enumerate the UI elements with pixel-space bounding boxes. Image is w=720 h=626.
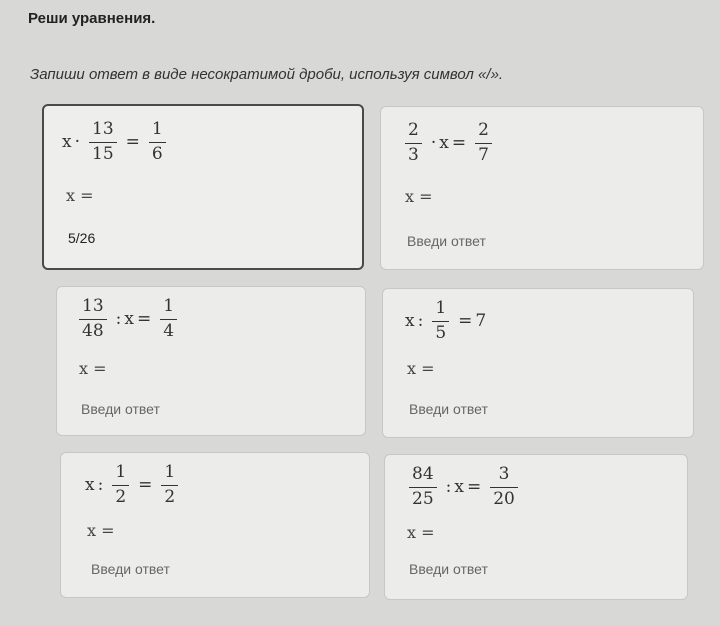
x-equals-label: x = [79, 359, 107, 378]
x-equals-label: x = [66, 186, 94, 205]
x-equals-label: x = [407, 359, 435, 378]
page-title: Реши уравнения. [28, 10, 156, 27]
x-equals-label: x = [407, 523, 435, 542]
divide-sign: : [97, 475, 104, 496]
task-card-4[interactable] [382, 288, 694, 438]
equals-sign: = [136, 309, 152, 330]
equals-sign: = [458, 311, 473, 332]
equation-3 [73, 297, 183, 341]
task-card-5[interactable] [60, 452, 370, 598]
equals-sign: = [125, 132, 140, 153]
fraction-right: $\frac{1}{4}$ [160, 297, 177, 341]
divide-sign: : [115, 309, 122, 330]
task-card-2[interactable] [380, 106, 704, 270]
multiply-sign: · [430, 133, 437, 154]
variable-x: x [85, 475, 95, 496]
fraction-left: $\frac{2}{3}$ [405, 121, 422, 165]
fraction-left: $\frac{84}{25}$ [409, 465, 437, 509]
fraction-right: $\frac{3}{20}$ [490, 465, 518, 509]
variable-x: x [405, 311, 415, 332]
answer-input-6[interactable]: Введи ответ [409, 561, 488, 577]
divide-sign: : [417, 311, 424, 332]
variable-x: x [439, 133, 449, 154]
variable-x: x [454, 477, 464, 498]
fraction-right: $\frac{2}{7}$ [475, 121, 492, 165]
answer-input-5[interactable]: Введи ответ [91, 561, 170, 577]
multiply-sign: · [74, 132, 80, 153]
answer-input-2[interactable]: Введи ответ [407, 233, 486, 249]
fraction-left: $\frac{13}{15}$ [89, 120, 117, 164]
equation-2 [399, 121, 498, 165]
x-equals-label: x = [87, 521, 115, 540]
equals-sign: = [138, 475, 153, 496]
instruction-text: Запиши ответ в виде несократимой дроби, используя символ «/». [30, 66, 504, 83]
equation-5 [85, 463, 184, 507]
x-equals-label: x = [405, 187, 433, 206]
divide-sign: : [445, 477, 452, 498]
equation-1 [62, 120, 172, 164]
variable-x: x [62, 132, 72, 153]
fraction-right: $\frac{1}{2}$ [161, 463, 178, 507]
variable-x: x [124, 309, 134, 330]
fraction-left: $\frac{13}{48}$ [79, 297, 107, 341]
answer-input-1[interactable]: 5/26 [68, 230, 96, 246]
task-card-1[interactable] [42, 104, 364, 270]
fraction-left: $\frac{1}{5}$ [432, 299, 449, 343]
equals-sign: = [466, 477, 482, 498]
fraction-right: $\frac{1}{6}$ [149, 120, 166, 164]
answer-input-3[interactable]: Введи ответ [81, 401, 160, 417]
task-card-6[interactable] [384, 454, 688, 600]
answer-input-4[interactable]: Введи ответ [409, 401, 488, 417]
right-hand-value: 7 [475, 311, 487, 332]
fraction-left: $\frac{1}{2}$ [112, 463, 129, 507]
equals-sign: = [451, 133, 467, 154]
equation-4 [405, 299, 486, 343]
task-card-3[interactable] [56, 286, 366, 436]
equation-6 [403, 465, 524, 509]
